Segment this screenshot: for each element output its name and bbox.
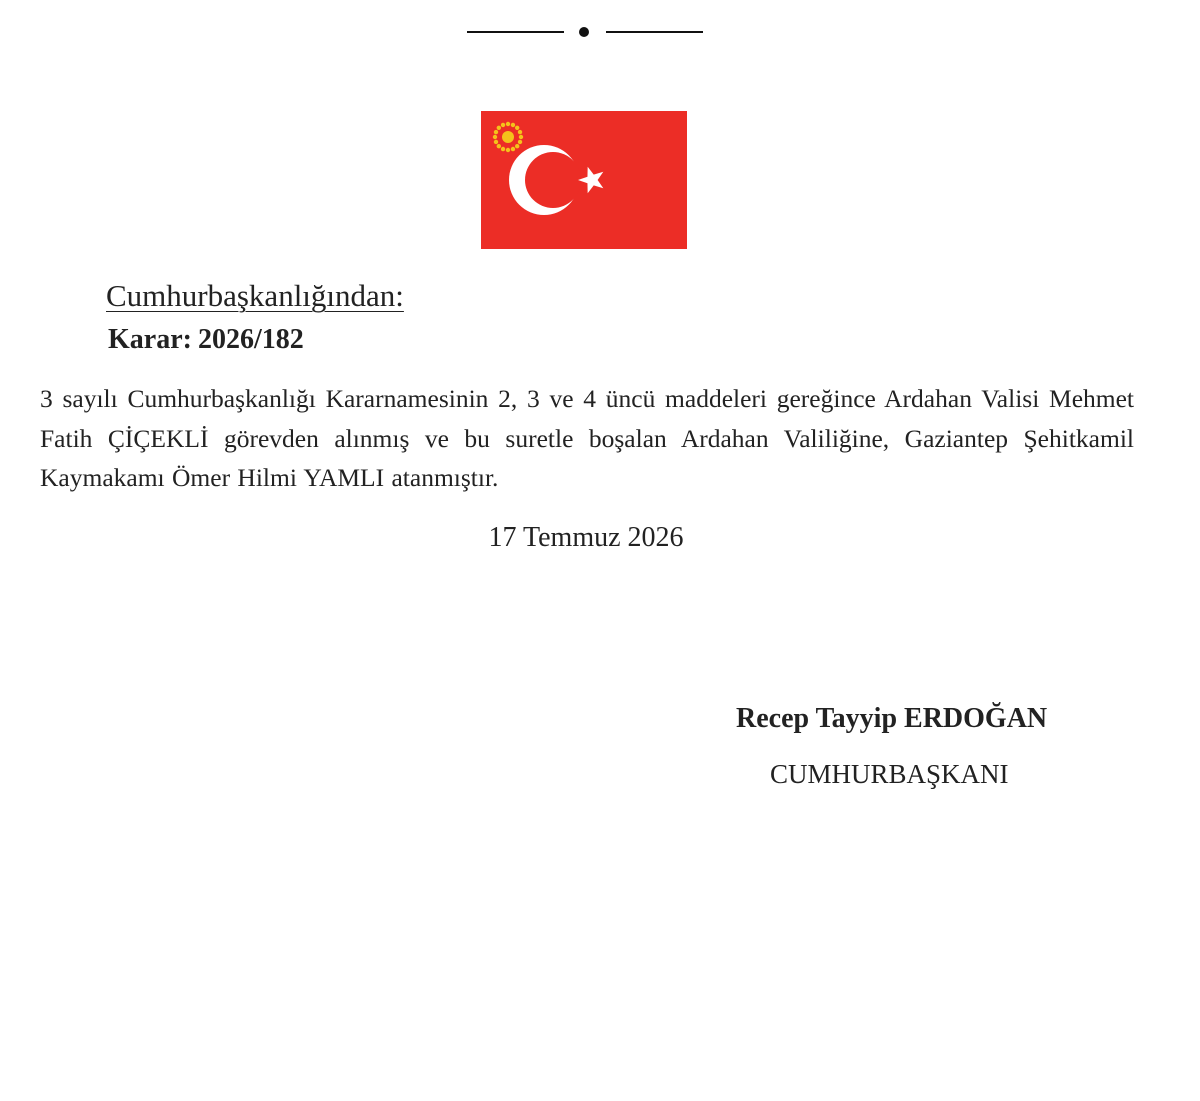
decision-body-text: 3 sayılı Cumhurbaşkanlığı Kararnamesinin 2, 3 ve 4 üncü maddeleri gereğince Ardahan Valisi Mehmet Fatih ÇİÇEKLİ görevden alınmış ve bu suretle boşalan Ardahan Valiliğine, Gaziantep Şehitkamil Kaymakamı Ömer Hilmi YAMLI atanmıştır. <box>40 384 1134 492</box>
presidential-flag-icon <box>481 111 687 249</box>
ornament-dot-icon <box>579 27 589 37</box>
crescent-inner <box>525 152 581 208</box>
sun-emblem-star <box>515 144 519 148</box>
signer-name: Recep Tayyip ERDOĞAN <box>736 703 1048 734</box>
signer-title: CUMHURBAŞKANI <box>770 759 1009 789</box>
sun-emblem-star <box>497 144 501 148</box>
sun-emblem-star <box>494 140 498 144</box>
issuing-authority: Cumhurbaşkanlığından: <box>106 278 404 313</box>
sun-emblem-star <box>493 135 497 139</box>
sun-emblem-core <box>502 131 514 143</box>
decision-date: 17 Temmuz 2026 <box>488 522 684 553</box>
sun-emblem-star <box>511 123 515 127</box>
sun-emblem-star <box>519 135 523 139</box>
decision-number: 2026/182 <box>197 324 304 355</box>
header-ornament-divider <box>467 24 703 40</box>
decision-heading <box>108 324 304 356</box>
sun-emblem-star <box>497 126 501 130</box>
ornament-left-line <box>467 31 564 33</box>
decision-label: Karar: <box>108 324 192 355</box>
ornament-right-line <box>606 31 703 33</box>
sun-emblem-star <box>506 148 510 152</box>
sun-emblem-star <box>515 126 519 130</box>
sun-emblem-star <box>501 147 505 151</box>
sun-emblem-star <box>506 122 510 126</box>
sun-emblem-star <box>494 130 498 134</box>
sun-emblem-star <box>511 147 515 151</box>
sun-emblem-star <box>518 140 522 144</box>
sun-emblem-star <box>518 130 522 134</box>
sun-emblem-star <box>501 123 505 127</box>
